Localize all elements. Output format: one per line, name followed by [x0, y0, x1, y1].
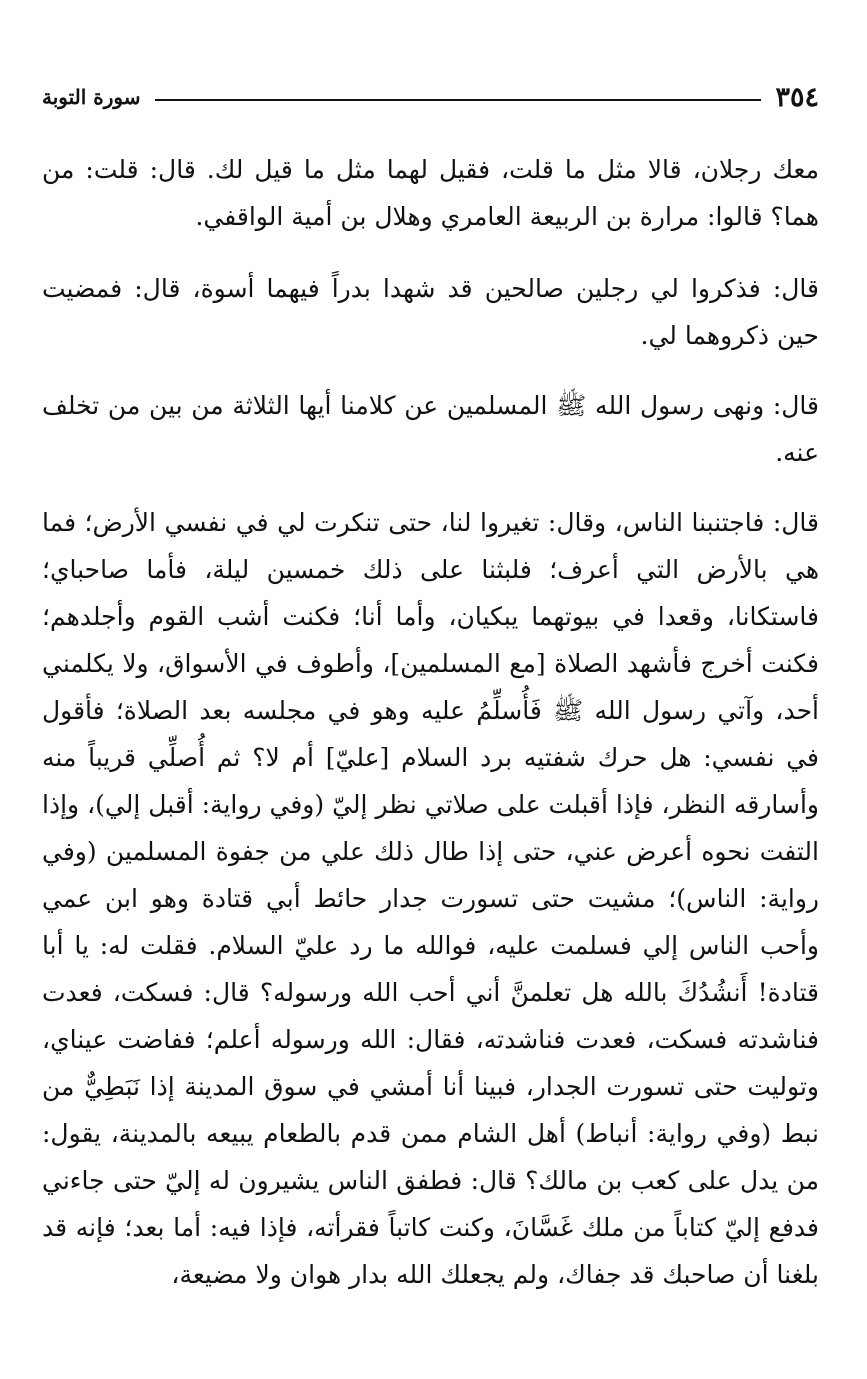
running-title: سورة التوبة: [42, 85, 141, 109]
paragraph-4: قال: فاجتنبنا الناس، وقال: تغيروا لنا، حتى تنكرت لي في نفسي الأرض؛ فما هي بالأرض التي أعرف؛ فلبثنا على ذلك خمسين ليلة، فأما صاحباي؛ فاستكانا، وقعدا في بيوتهما يبكيان، وأما أنا؛ فكنت أشب القوم وأجلدهم؛ فكنت أخرج فأشهد الصلاة [مع المسلمين]، وأطوف في الأسواق، ولا يكلمني أحد، وآتي رسول الله ﷺ فَأُسلِّمُ عليه وهو في مجلسه بعد الصلاة؛ فأقول في نفسي: هل حرك شفتيه برد السلام [عليّ] أم لا؟ ثم أُصلِّي قريباً منه وأسارقه النظر، فإذا أقبلت على صلاتي نظر إليّ (وفي رواية: أقبل إلي)، وإذا التفت نحوه أعرض عني، حتى إذا طال ذلك علي من جفوة المسلمين (وفي رواية: الناس)؛ مشيت حتى تسورت جدار حائط أبي قتادة وهو ابن عمي وأحب الناس إلي فسلمت عليه، فوالله ما رد عليّ السلام. فقلت له: يا أبا قتادة! أَنشُدُكَ بالله هل تعلمنَّ أني أحب الله ورسوله؟ قال: فسكت، فعدت فناشدته فسكت، فعدت فناشدته، فقال: الله ورسوله أعلم؛ ففاضت عيناي، وتوليت حتى تسورت الجدار، فبينا أنا أمشي في سوق المدينة إذا نَبَطِيٌّ من نبط (وفي رواية: أنباط) أهل الشام ممن قدم بالطعام يبيعه بالمدينة، يقول: من يدل على كعب بن مالك؟ قال: فطفق الناس يشيرون له إليّ حتى جاءني فدفع إليّ كتاباً من ملك غَسَّانَ، وكنت كاتباً فقرأته، فإذا فيه: أما بعد؛ فإنه قد بلغنا أن صاحبك قد جفاك، ولم يجعلك الله بدار هوان ولا مضيعة،: [42, 508, 819, 1289]
paragraph-2: قال: فذكروا لي رجلين صالحين قد شهدا بدراً فيهما أسوة، قال: فمضيت حين ذكروهما لي.: [42, 274, 819, 350]
page-body: [42, 146, 819, 1298]
header-rule: [155, 99, 762, 101]
paragraph-1: معك رجلان، قالا مثل ما قلت، فقيل لهما مثل ما قيل لك. قال: قلت: من هما؟ قالوا: مرارة بن الربيعة العامري وهلال بن أمية الواقفي.: [42, 155, 819, 231]
page-header: [42, 78, 819, 116]
paragraph-3: قال: ونهى رسول الله ﷺ المسلمين عن كلامنا أيها الثلاثة من بين من تخلف عنه.: [42, 391, 819, 467]
page-number: ٣٥٤: [775, 81, 819, 113]
